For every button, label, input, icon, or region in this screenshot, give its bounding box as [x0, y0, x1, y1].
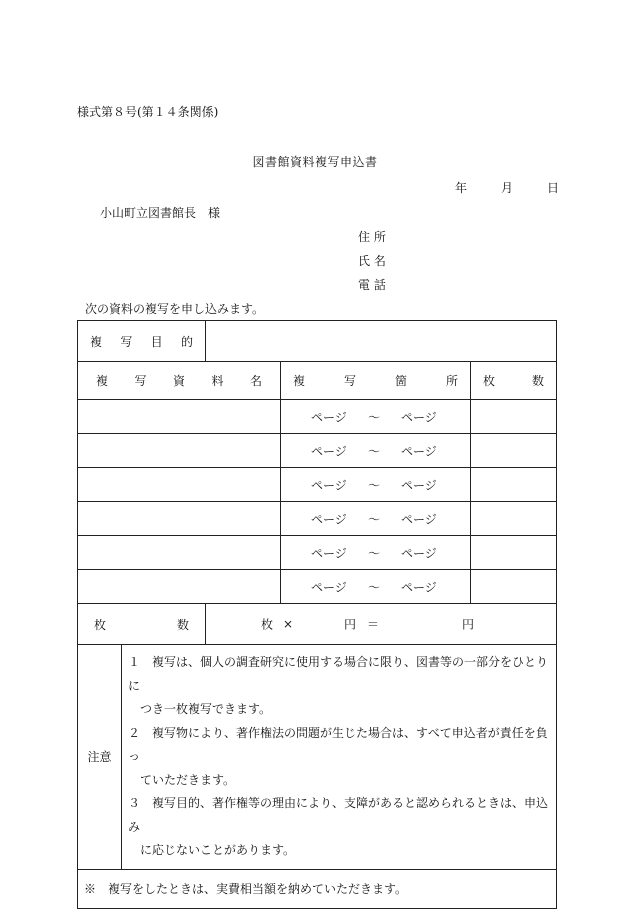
purpose-char: 的	[180, 334, 193, 349]
date-day-label: 日	[547, 181, 560, 195]
header-char: 写	[134, 374, 147, 388]
count-field[interactable]	[471, 570, 557, 604]
header-char: 写	[343, 374, 356, 388]
tilde-label: ～	[368, 546, 381, 560]
material-name-field[interactable]	[78, 536, 281, 570]
header-char: 枚	[483, 374, 496, 388]
header-char: 複	[96, 374, 109, 388]
fee-note: ※ 複写をしたときは、実費相当額を納めていただきます。	[78, 869, 557, 908]
count-field[interactable]	[471, 434, 557, 468]
tilde-label: ～	[368, 410, 381, 424]
tilde-label: ～	[368, 444, 381, 458]
note-2	[128, 722, 552, 793]
page-to-label: ページ	[401, 478, 437, 492]
header-char: 料	[211, 374, 224, 388]
page-range-field[interactable]	[281, 502, 471, 536]
count-field[interactable]	[471, 502, 557, 536]
table-row	[78, 434, 557, 468]
page-range-field[interactable]	[281, 570, 471, 604]
times-sign: ×	[283, 617, 294, 631]
purpose-char: 複	[90, 334, 103, 349]
note-line: ていただきます。	[140, 772, 236, 787]
address-row	[358, 228, 392, 245]
count-field[interactable]	[471, 400, 557, 434]
material-name-field[interactable]	[78, 502, 281, 536]
equals-sign: ＝	[367, 617, 380, 632]
page-from-label: ページ	[311, 580, 347, 594]
note-1	[128, 651, 552, 722]
page-from-label: ページ	[311, 410, 347, 424]
phone-label: 電 話	[358, 278, 386, 292]
tilde-label: ～	[368, 478, 381, 492]
date-year-label: 年	[455, 181, 468, 195]
header-char: 所	[445, 374, 458, 388]
table-row	[78, 400, 557, 434]
note-line: つき一枚複写できます。	[140, 702, 272, 716]
page-from-label: ページ	[311, 478, 347, 492]
tilde-label: ～	[368, 580, 381, 594]
note-line: ３ 複写目的、著作権等の理由により、支障があると認められるときは、申込み	[128, 796, 549, 834]
date-line	[455, 179, 559, 196]
yen-unit: 円	[344, 617, 357, 632]
table-row	[78, 536, 557, 570]
page-range-field[interactable]	[281, 468, 471, 502]
page-range-field[interactable]	[281, 536, 471, 570]
sheets-unit: 枚	[261, 617, 274, 632]
page-to-label: ページ	[401, 512, 437, 526]
table-row	[78, 468, 557, 502]
phone-row	[358, 276, 392, 293]
form-number: 様式第８号(第１４条関係)	[77, 105, 219, 119]
intro-text: 次の資料の複写を申し込みます。	[85, 302, 265, 316]
page-from-label: ページ	[311, 444, 347, 458]
total-calculation-field[interactable]	[206, 604, 557, 645]
header-char: 名	[249, 374, 262, 388]
address-label: 住 所	[358, 230, 386, 244]
notes-content	[122, 645, 557, 870]
total-yen-unit: 円	[462, 617, 475, 632]
page-from-label: ページ	[311, 546, 347, 560]
header-char: 資	[172, 374, 185, 388]
name-row	[358, 252, 392, 269]
name-label: 氏 名	[358, 254, 386, 268]
page-range-field[interactable]	[281, 400, 471, 434]
addressee: 小山町立図書館長 様	[100, 206, 221, 220]
material-name-field[interactable]	[78, 434, 281, 468]
note-3	[128, 792, 552, 863]
material-name-field[interactable]	[78, 400, 281, 434]
document-title: 図書館資料複写申込書	[252, 155, 378, 169]
page-to-label: ページ	[401, 580, 437, 594]
page-to-label: ページ	[401, 444, 437, 458]
header-char: 複	[293, 374, 306, 388]
header-char: 数	[532, 374, 545, 388]
note-line: １ 複写は、個人の調査研究に使用する場合に限り、図書等の一部分をひとりに	[128, 655, 549, 693]
note-line: に応じないことがあります。	[140, 843, 296, 857]
tilde-label: ～	[368, 512, 381, 526]
material-name-field[interactable]	[78, 570, 281, 604]
page-from-label: ページ	[311, 512, 347, 526]
purpose-char: 目	[150, 334, 163, 349]
material-name-header	[78, 362, 281, 400]
count-field[interactable]	[471, 468, 557, 502]
count-header	[471, 362, 557, 400]
table-row	[78, 502, 557, 536]
date-month-label: 月	[501, 181, 514, 195]
note-line: ２ 複写物により、著作権法の問題が生じた場合は、すべて申込者が責任を負っ	[128, 725, 548, 763]
purpose-field[interactable]	[206, 321, 557, 362]
material-name-field[interactable]	[78, 468, 281, 502]
page-to-label: ページ	[401, 546, 437, 560]
count-char: 枚	[94, 617, 107, 632]
count-char: 数	[176, 617, 189, 632]
page-range-field[interactable]	[281, 434, 471, 468]
total-count-label	[78, 604, 206, 645]
purpose-label	[78, 321, 206, 362]
count-field[interactable]	[471, 536, 557, 570]
page-to-label: ページ	[401, 410, 437, 424]
table-row	[78, 570, 557, 604]
purpose-char: 写	[120, 334, 133, 349]
copy-location-header	[281, 362, 471, 400]
copy-request-table	[77, 320, 557, 909]
header-char: 箇	[394, 374, 407, 388]
notes-label: 注意	[78, 645, 122, 870]
